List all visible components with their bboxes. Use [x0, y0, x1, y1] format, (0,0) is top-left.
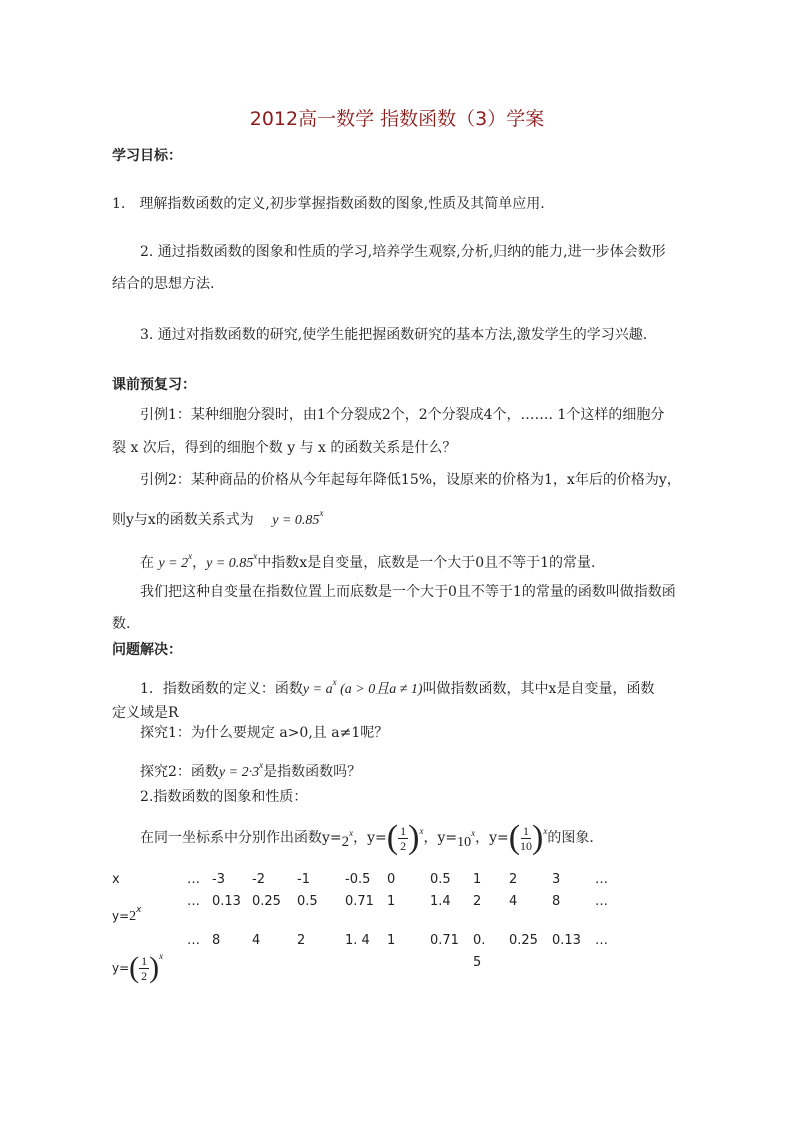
table-x-cell: 2 — [509, 872, 518, 887]
paragraph-3: 在 $y = 2^x$，$y = 0.85^x$中指数x是自变量，底数是一个大于0且不等于1的常量. — [140, 551, 596, 571]
example-2-line-1: 引例2：某种商品的价格从今年起每年降低15%，设原来的价格为1，x年后的价格为y， — [140, 472, 681, 488]
formula-2x: $y = 2^x$ — [158, 551, 193, 571]
table-2x-cell: 4 — [509, 894, 518, 909]
formula-085x: $y = 0.85^x$ — [272, 508, 324, 528]
table-2x-cell: 0.25 — [252, 894, 281, 909]
table-2x-cell: 1.4 — [430, 894, 451, 909]
table-half-x-cell: 2 — [297, 933, 306, 948]
question-2: 探究2：函数$y = 2\cdot 3^x$是指数函数吗？ — [140, 760, 362, 780]
table-half-x-cell: … — [595, 933, 608, 948]
table-2x-cell: 0.13 — [212, 894, 241, 909]
table-2x-cell: 8 — [552, 894, 561, 909]
table-half-x-cell: 4 — [252, 933, 261, 948]
table-x-cell: 3 — [552, 872, 561, 887]
formula-10x: 10$^x$ — [457, 828, 476, 850]
paragraph-4-line-2: 数. — [112, 616, 131, 632]
page-title: 2012高一数学 指数函数（3）学案 — [249, 108, 545, 130]
table-x-cell: -0.5 — [345, 872, 371, 887]
table-2x-cell: 2 — [473, 894, 482, 909]
table-half-x-cell: 0.71 — [430, 933, 459, 948]
section-2-heading: 2.指数函数的图象和性质： — [140, 789, 308, 805]
formula-2x-b: 2$^x$ — [341, 828, 354, 850]
table-half-x-cell: 1. 4 — [345, 933, 370, 948]
plot-instruction: 在同一坐标系中分别作出函数y= 2$^x$ ， y= ( 1 2 ) x ， y= 10$^x$ ， y= ( 1 10 ) x 的图象. — [140, 819, 594, 856]
table-x-cell: … — [187, 872, 200, 887]
table-wrap-digit: 5 — [473, 955, 482, 970]
goal-2-line-2: 结合的思想方法. — [112, 276, 215, 292]
table-half-x-cell: 0.13 — [552, 933, 581, 948]
example-2-line-2 — [112, 503, 323, 531]
preview-heading: 课前预复习： — [112, 377, 196, 393]
example-2-text: 则y与x的函数关系式为 — [112, 512, 254, 528]
table-x-cell: 1 — [473, 872, 482, 887]
table-2x-cell: … — [187, 894, 200, 909]
fraction-tenth: ( 1 10 ) x — [508, 819, 548, 856]
table-x-cell: -3 — [212, 872, 225, 887]
definition-line-1: 1．指数函数的定义：函数$y = a^x$ (a > 0且a ≠ 1)叫做指数函数，其中x是自变量，函数 — [140, 677, 655, 697]
fraction-half: ( 1 2 ) x — [386, 819, 424, 856]
goal-1: 1. 理解指数函数的定义,初步掌握指数函数的图象,性质及其简单应用. — [112, 196, 545, 212]
fraction-half-table: ( 1 2 ) x — [129, 951, 164, 984]
table-2x-cell: 1 — [387, 894, 396, 909]
table-2x-cell: 0.5 — [297, 894, 318, 909]
problems-heading: 问题解决： — [112, 642, 182, 658]
formula-2-3x: $y = 2\cdot 3^x$ — [218, 760, 264, 780]
table-x-cell: -1 — [297, 872, 310, 887]
paragraph-4-line-1: 我们把这种自变量在指数位置上而底数是一个大于0且不等于1的常量的函数叫做指数函 — [140, 584, 676, 600]
definition-line-2: 定义域是R — [112, 705, 179, 721]
table-x-cell: 0 — [387, 872, 396, 887]
example-1-line-2: 裂 x 次后，得到的细胞个数 y 与 x 的函数关系是什么？ — [112, 440, 457, 456]
goal-2-line-1: 2. 通过指数函数的图象和性质的学习,培养学生观察,分析,归纳的能力,进一步体会数形 — [140, 244, 666, 260]
table-2x-cell: … — [595, 894, 608, 909]
table-x-label: x — [112, 872, 120, 887]
table-x-cell: 0.5 — [430, 872, 451, 887]
formula-085x-2: $y = 0.85^x$ — [206, 551, 258, 571]
table-half-x-cell: 8 — [212, 933, 221, 948]
table-2x-cell: 0.71 — [345, 894, 374, 909]
example-1-line-1: 引例1：某种细胞分裂时，由1个分裂成2个，2个分裂成4个，……. 1个这样的细胞分 — [140, 407, 665, 423]
table-half-x-cell: 1 — [387, 933, 396, 948]
table-x-cell: -2 — [252, 872, 265, 887]
table-half-x-cell: 0.25 — [509, 933, 538, 948]
table-row2-label: y= ( 1 2 ) x — [112, 951, 164, 984]
formula-ax: $y = a^x$ (a > 0且a ≠ 1) — [302, 677, 423, 697]
table-x-cell: … — [595, 872, 608, 887]
table-half-x-cell: 0. — [473, 933, 486, 948]
table-row1-label: $y=2^x$ — [112, 905, 142, 924]
goals-heading: 学习目标： — [112, 148, 182, 164]
question-1: 探究1：为什么要规定 a>0,且 a≠1呢？ — [140, 725, 389, 741]
goal-3: 3. 通过对指数函数的研究,使学生能把握函数研究的基本方法,激发学生的学习兴趣. — [140, 327, 648, 343]
table-half-x-cell: … — [187, 933, 200, 948]
